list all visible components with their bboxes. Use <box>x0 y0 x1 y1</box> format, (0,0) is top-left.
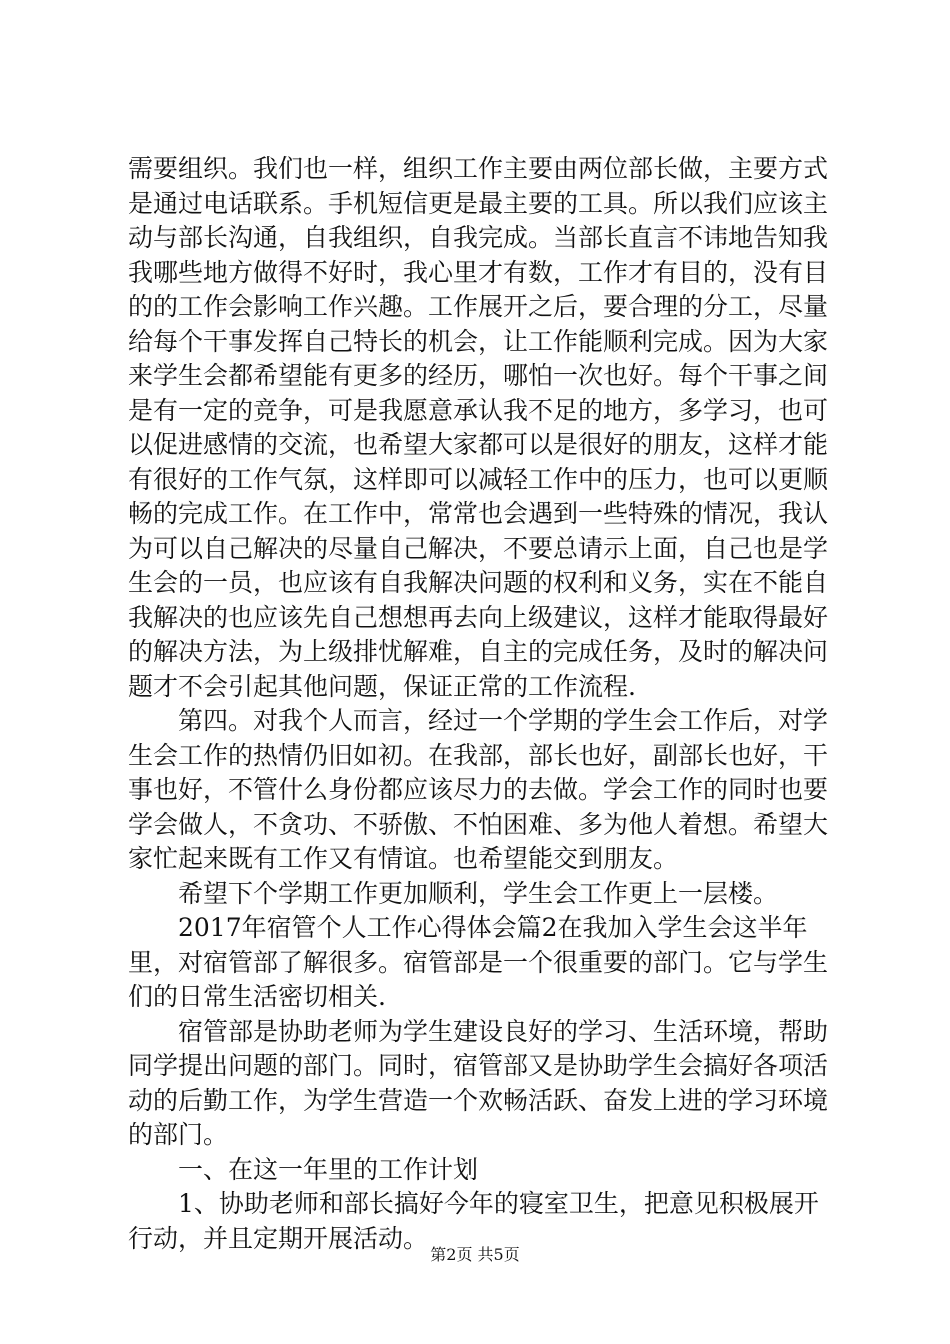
section-heading: 一、在这一年里的工作计划 <box>178 1154 479 1184</box>
list-item: 1、协助老师和部长搞好今年的寝室卫生，把意见积极展开行动，并且定期开展活动。 <box>128 1189 819 1253</box>
body-paragraph: 2017年宿管个人工作心得体会篇2在我加入学生会这半年里，对宿管部了解很多。宿管部是一个很重要的部门。它与学生们的日常生活密切相关. <box>128 913 829 1011</box>
body-paragraph: 需要组织。我们也一样，组织工作主要由两位部长做，主要方式是通过电话联系。手机短信更是最主要的工具。所以我们应该主动与部长沟通，自我组织，自我完成。当部长直言不讳地告知我我哪些地方做得不好时，我心里才有数，工作才有目的，没有目的的工作会影响工作兴趣。工作展开之后，要合理的分工，尽量给每个干事发挥自己特长的机会，让工作能顺利完成。因为大家来学生会都希望能有更多的经历，哪怕一次也好。每个干事之间是有一定的竞争，可是我愿意承认我不足的地方，多学习，也可以促进感情的交流，也希望大家都可以是很好的朋友，这样才能有很好的工作气氛，这样即可以减轻工作中的压力，也可以更顺畅的完成工作。在工作中，常常也会遇到一些特殊的情况，我认为可以自己解决的尽量自己解决，不要总请示上面，自己也是学生会的一员，也应该有自我解决问题的权利和义务，实在不能自我解决的也应该先自己想想再去向上级建议，这样才能取得最好的解决方法，为上级排忧解难，自主的完成任务，及时的解决问题才不会引起其他问题，保证正常的工作流程. <box>128 154 829 701</box>
body-paragraph: 宿管部是协助老师为学生建设良好的学习、生活环境，帮助同学提出问题的部门。同时，宿管部又是协助学生会搞好各项活动的后勤工作，为学生营造一个欢畅活跃、奋发上进的学习环境的部门。 <box>128 1016 829 1149</box>
body-paragraph: 希望下个学期工作更加顺利，学生会工作更上一层楼。 <box>178 878 779 908</box>
page-footer: 第2页 共5页 <box>430 1245 520 1264</box>
document-body <box>128 152 834 1256</box>
body-paragraph: 第四。对我个人而言，经过一个学期的学生会工作后，对学生会工作的热情仍旧如初。在我部，部长也好，副部长也好，干事也好，不管什么身份都应该尽力的去做。学会工作的同时也要学会做人，不贪功、不骄傲、不怕困难、多为他人着想。希望大家忙起来既有工作又有情谊。也希望能交到朋友。 <box>128 706 829 873</box>
